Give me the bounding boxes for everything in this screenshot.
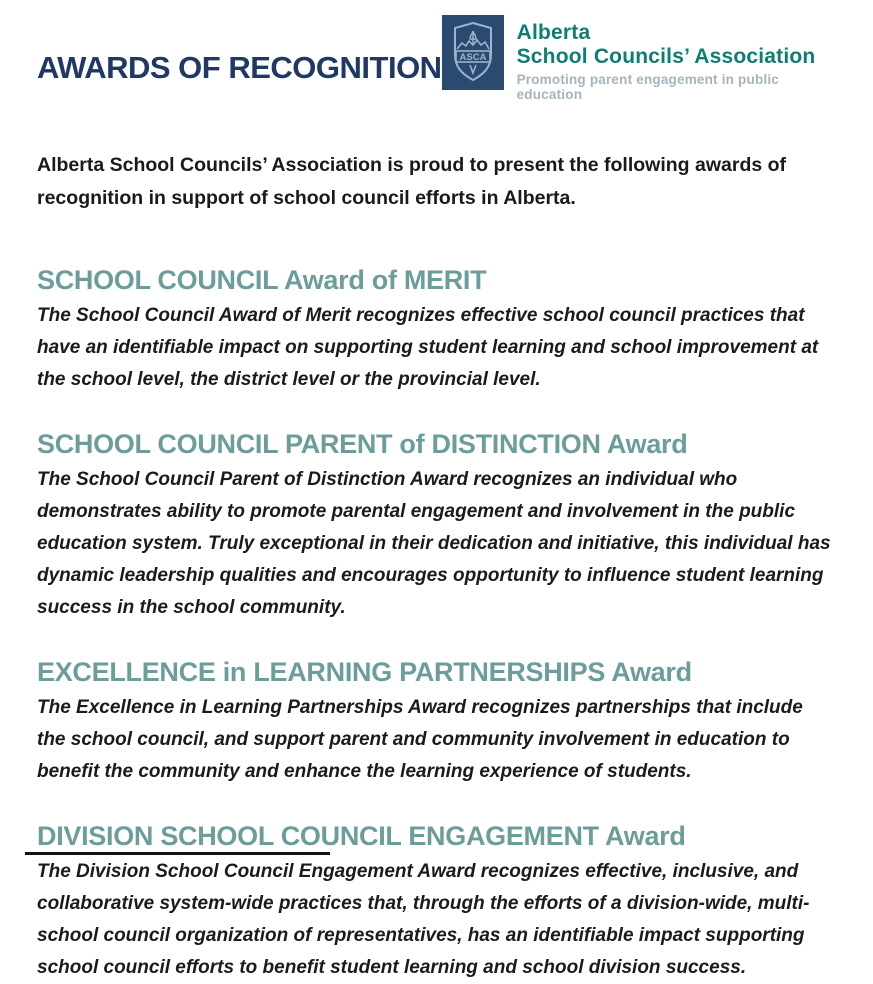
- section-award-of-merit: [37, 265, 836, 396]
- section-body: The Division School Council Engagement Award recognizes effective, inclusive, and collaborative system-wide practices that, through the efforts of a division-wide, multi-school council organization of representatives, has an identifiable impact supporting school council efforts to benefit student learning and school division success.: [37, 861, 810, 978]
- asca-crest-icon: [442, 15, 504, 90]
- org-name-line1: Alberta: [516, 21, 591, 44]
- section-body: The Excellence in Learning Partnerships Award recognizes partnerships that include the school council, and support parent and community involvement in education to benefit the community and enhance the learning experience of students.: [37, 697, 803, 782]
- section-heading: EXCELLENCE in LEARNING PARTNERSHIPS Award: [37, 657, 692, 687]
- section-body: The School Council Parent of Distinction Award recognizes an individual who demonstrates ability to promote parental engagement and involvement in the public education system. Truly exceptional in their dedication and initiative, this individual has dynamic leadership qualities and encourages opportunity to influence student learning success in the school community.: [37, 469, 831, 618]
- section-body: The School Council Award of Merit recognizes effective school council practices that have an identifiable impact on supporting student learning and school improvement at the school level, the district level or the provincial level.: [37, 305, 819, 390]
- award-sections: [0, 265, 873, 984]
- page-title: AWARDS OF RECOGNITION: [37, 50, 442, 85]
- page-header: [0, 0, 873, 102]
- section-heading: SCHOOL COUNCIL Award of MERIT: [37, 265, 487, 295]
- asca-logo-text: [517, 15, 847, 102]
- section-learning-partnerships: [37, 657, 836, 788]
- section-parent-of-distinction: [37, 429, 836, 624]
- intro-paragraph: Alberta School Councils’ Association is proud to present the following awards of recognition in support of school council efforts in Alberta.: [37, 154, 787, 209]
- section-division-engagement: [37, 821, 836, 984]
- asca-logo: [442, 15, 847, 102]
- org-tagline: Promoting parent engagement in public education: [516, 72, 779, 102]
- svg-text:ASCA: ASCA: [459, 52, 487, 63]
- section-heading: SCHOOL COUNCIL PARENT of DISTINCTION Award: [37, 429, 688, 459]
- section-heading: DIVISION SCHOOL COUNCIL ENGAGEMENT Award: [37, 821, 686, 851]
- org-name-line2: School Councils’ Association: [516, 45, 816, 68]
